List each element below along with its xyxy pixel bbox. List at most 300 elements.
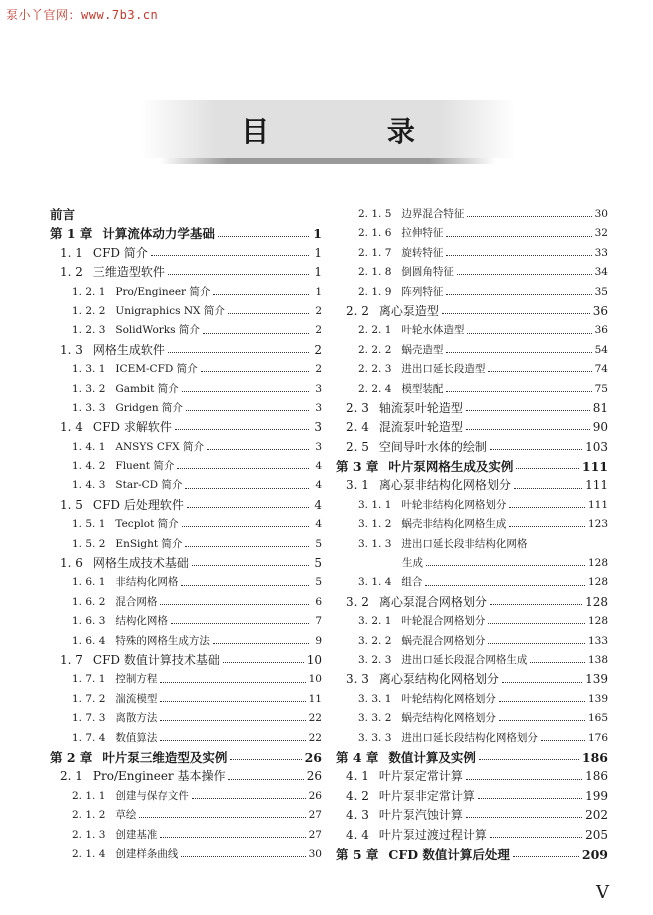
toc-leader-dots [218,236,309,237]
toc-section-entry[interactable] [336,612,608,631]
toc-entry-number: 3. 3. 3 [358,731,392,744]
toc-entry-title: Star-CD 简介 [115,479,183,492]
toc-entry-title: ICEM-CFD 简介 [115,363,198,376]
toc-leader-dots [160,682,305,683]
toc-entry-title: 蜗壳非结构化网格生成 [401,518,507,531]
toc-chapter-entry[interactable] [336,457,608,476]
toc-leader-dots [185,488,309,489]
toc-leader-dots [181,856,305,857]
toc-entry-number: 1. 7 [60,652,83,667]
toc-entry-page: 74 [594,363,608,376]
toc-entry-page: 186 [585,769,608,784]
toc-section-entry[interactable] [336,476,608,495]
toc-entry-page: 2 [314,342,322,357]
toc-entry-page: 26 [304,749,322,765]
toc-entry-page: 133 [587,634,608,647]
toc-entry-page: 3 [314,420,322,435]
toc-entry-page: 123 [587,518,608,531]
toc-entry-title: 离心泵结构化网格划分 [378,672,499,687]
toc-entry-title: 叶片泵非定常计算 [378,788,475,803]
toc-section-entry[interactable] [336,224,608,243]
toc-entry-title: 组合 [401,576,423,589]
toc-entry-title: 进出口延长段混合网格生成 [401,653,528,666]
toc-entry-number: 2. 1. 9 [358,285,392,298]
toc-section-entry[interactable] [336,670,608,689]
toc-entry-title: 空间导叶水体的绘制 [378,439,487,454]
toc-section-entry[interactable] [50,554,322,573]
toc-entry-page: 30 [594,208,608,220]
toc-entry-page: 3 [315,401,322,414]
toc-leader-dots [171,623,309,624]
toc-entry-title: Unigraphics NX 简介 [115,304,225,317]
toc-leader-dots [490,449,582,450]
toc-entry-page: 30 [308,847,322,860]
toc-entry-page: 165 [587,712,608,725]
toc-entry-number: 2. 3 [346,400,369,415]
toc-entry-page: 27 [308,828,322,841]
toc-section-entry[interactable] [50,263,322,282]
toc-entry-page: 128 [587,576,608,589]
toc-leader-dots [160,604,309,605]
toc-leader-dots [182,391,309,392]
toc-entry-number: 2. 2. 1 [358,324,392,337]
toc-entry-page: 75 [594,382,608,395]
toc-entry-title: 叶片泵三维造型及实例 [102,749,228,765]
toc-leader-dots [446,352,591,353]
toc-entry-page: 90 [592,420,608,435]
toc-entry-number: 1. 6. 3 [72,615,106,628]
toc-entry-page: 36 [592,303,608,318]
toc-entry-number: 2. 2. 2 [358,343,392,356]
toc-entry-number: 3. 1. 1 [358,498,392,511]
toc-section-entry[interactable] [50,380,322,399]
toc-chapter-entry[interactable] [50,224,322,243]
toc-leader-dots [466,779,582,780]
toc-entry-page: 11 [308,692,322,705]
page-title: 目 录 [241,115,469,148]
toc-left-column [50,205,322,864]
toc-entry-title: 进出口延长段造型 [401,363,486,376]
toc-section-entry[interactable] [336,302,608,321]
toc-entry-page: 1 [313,226,322,242]
toc-entry-number: 1. 5. 2 [72,537,106,550]
toc-entry-title: 离心泵混合网格划分 [378,594,487,609]
toc-entry-number: 3. 2. 1 [358,615,392,628]
toc-section-entry[interactable] [50,476,322,495]
toc-leader-dots [192,798,306,799]
toc-leader-dots [426,565,585,566]
toc-entry-title: 叶片泵定常计算 [378,769,463,784]
toc-entry-title-continued: 生成 [402,557,423,570]
toc-entry-title: Pro/Engineer 简介 [115,285,211,298]
toc-section-entry[interactable] [336,263,608,282]
toc-section-entry[interactable] [336,205,608,224]
toc-section-entry[interactable] [50,690,322,709]
toc-leader-dots [479,759,579,760]
toc-entry-title: CFD 后处理软件 [92,497,184,512]
toc-entry-page: 209 [581,846,608,862]
toc-entry-number: 3. 1. 3 [358,537,392,550]
toc-entry-number: 1. 7. 1 [72,673,106,686]
toc-entry-title: 进出口延长段结构化网格划分 [401,731,538,744]
toc-section-entry[interactable] [50,321,322,340]
toc-leader-dots [187,507,309,508]
toc-section-entry[interactable] [50,612,322,631]
toc-entry-title: EnSight 简介 [115,537,183,550]
toc-entry-page: 7 [315,615,322,628]
toc-entry-number: 1. 1 [60,245,83,260]
toc-section-entry[interactable] [336,729,608,748]
toc-entry-title: 叶轮混合网格划分 [401,615,486,628]
toc-entry-title: Tecplot 简介 [115,518,179,531]
toc-section-entry[interactable] [336,806,608,825]
toc-section-entry[interactable] [336,709,608,728]
toc-leader-dots [490,837,582,838]
toc-section-entry[interactable] [336,515,608,534]
toc-entry-page: 2 [315,304,322,317]
toc-leader-dots [513,856,579,857]
toc-section-entry[interactable] [336,438,608,457]
toc-section-entry[interactable] [50,632,322,651]
toc-entry-page: 111 [581,459,608,475]
toc-leader-dots [139,817,305,818]
toc-section-entry[interactable] [336,418,608,437]
toc-section-entry[interactable] [50,826,322,845]
toc-entry-page: 202 [585,808,608,823]
toc-entry-page: 176 [587,731,608,744]
toc-entry-page: 186 [581,749,608,765]
toc-entry-number: 2. 1. 1 [72,789,106,802]
toc-section-entry[interactable] [50,515,322,534]
toc-leader-dots [530,662,585,663]
toc-entry-page: 4 [315,460,322,473]
toc-entry-number: 3. 3. 2 [358,712,392,725]
toc-section-entry[interactable] [50,496,322,515]
toc-leader-dots [185,546,309,547]
toc-entry-number: 3. 1 [346,478,369,493]
toc-entry-number: 1. 4. 1 [72,440,106,453]
toc-leader-dots [457,274,592,275]
toc-entry-page: 33 [594,246,608,259]
toc-section-entry[interactable] [50,535,322,554]
toc-leader-dots [446,255,591,256]
toc-entry-number: 1. 4. 3 [72,479,106,492]
toc-leader-dots [446,294,591,295]
toc-entry-page: 139 [587,692,608,705]
toc-leader-dots [192,565,309,566]
toc-section-entry[interactable] [336,399,608,418]
toc-entry-page: 81 [592,400,608,415]
toc-leader-dots [509,507,585,508]
toc-entry-number: 2. 1. 5 [358,208,392,220]
toc-entry-title: 混合网格 [115,595,158,608]
toc-section-entry[interactable] [336,535,608,554]
toc-entry-title: 倒圆角特征 [401,266,454,279]
toc-leader-dots [160,701,305,702]
toc-leader-dots [425,585,585,586]
toc-entry-page: 10 [306,652,322,667]
toc-leader-dots [160,740,305,741]
toc-section-entry[interactable] [336,496,608,515]
toc-leader-dots [514,488,582,489]
toc-leader-dots [467,333,591,334]
toc-entry-number: 2. 1. 2 [72,809,106,822]
toc-section-entry[interactable] [336,787,608,806]
toc-leader-dots [499,701,585,702]
toc-entry-number: 1. 6. 2 [72,595,106,608]
page-number: V [596,882,609,903]
toc-section-entry[interactable] [336,826,608,845]
toc-entry-number: 1. 7. 3 [72,712,106,725]
toc-entry-number: 第 5 章 [336,846,379,862]
toc-leader-dots [228,779,303,780]
toc-section-entry[interactable] [50,709,322,728]
toc-section-entry[interactable] [50,418,322,437]
toc-entry-page: 5 [315,537,322,550]
toc-entry-title: 离散方法 [115,712,158,725]
toc-entry-title: 数值计算及实例 [388,749,476,765]
toc-leader-dots [466,429,590,430]
toc-entry-number: 2. 1. 7 [358,246,392,259]
toc-leader-dots [168,352,309,353]
toc-leader-dots [175,429,309,430]
toc-entry-continuation [336,554,608,573]
toc-section-entry[interactable] [50,573,322,592]
toc-section-entry[interactable] [50,651,322,670]
toc-entry-number: 1. 6. 1 [72,576,106,589]
toc-section-entry[interactable] [50,360,322,379]
toc-entry-page: 5 [315,576,322,589]
toc-leader-dots [502,682,582,683]
toc-leader-dots [223,662,304,663]
toc-entry-title: Fluent 简介 [115,460,175,473]
toc-chapter-entry[interactable] [50,205,322,224]
toc-entry-number: 第 2 章 [50,749,93,765]
toc-section-entry[interactable] [336,244,608,263]
toc-entry-title: 数值算法 [115,731,158,744]
toc-entry-title: 进出口延长段非结构化网格 [401,537,528,550]
toc-entry-page: 2 [315,324,322,337]
toc-entry-title: 蜗壳混合网格划分 [401,634,486,647]
toc-entry-number: 2. 5 [346,439,369,454]
toc-entry-number: 第 3 章 [336,459,379,475]
toc-entry-title: 蜗壳造型 [401,343,444,356]
toc-section-entry[interactable] [50,787,322,806]
toc-section-entry[interactable] [50,302,322,321]
toc-section-entry[interactable] [336,321,608,340]
toc-entry-title: 阵列特征 [401,285,444,298]
toc-entry-title: 特殊的网格生成方法 [115,634,210,647]
toc-leader-dots [213,294,309,295]
title-banner-shadow [160,158,496,164]
toc-entry-page: 128 [585,594,608,609]
toc-entry-number: 2. 2 [346,303,369,318]
toc-entry-title: 旋转特征 [401,246,444,259]
toc-entry-title: CFD 数值计算技术基础 [92,652,220,667]
toc-entry-title: 三维造型软件 [92,265,165,280]
toc-entry-number: 1. 2 [60,265,83,280]
toc-leader-dots [509,526,585,527]
toc-section-entry[interactable] [50,767,322,786]
toc-entry-page: 111 [585,478,608,493]
toc-entry-number: 2. 1 [60,769,83,784]
toc-leader-dots [203,333,309,334]
toc-entry-title: 湍流模型 [115,692,158,705]
toc-section-entry[interactable] [50,845,322,864]
toc-entry-number: 2. 1. 6 [358,227,392,240]
toc-entry-page: 10 [308,673,322,686]
toc-entry-title: Gridgen 简介 [115,401,183,414]
toc-entry-title: SolidWorks 简介 [115,324,200,337]
toc-entry-number: 1. 3. 2 [72,382,106,395]
toc-entry-page: 111 [587,498,608,511]
toc-leader-dots [442,313,590,314]
toc-entry-page: 3 [315,382,322,395]
toc-leader-dots [467,216,591,217]
toc-entry-number: 2. 4 [346,420,369,435]
toc-entry-page: 54 [594,343,608,356]
toc-entry-number: 2. 2. 3 [358,363,392,376]
toc-entry-number: 1. 3 [60,342,83,357]
toc-leader-dots [488,371,591,372]
toc-entry-number: 3. 3. 1 [358,692,392,705]
toc-entry-number: 1. 3. 1 [72,363,106,376]
toc-entry-number: 3. 1. 4 [358,576,392,589]
toc-entry-title: 创建样条曲线 [115,847,179,860]
toc-section-entry[interactable] [336,360,608,379]
toc-chapter-entry[interactable] [50,748,322,767]
toc-entry-page: 27 [308,809,322,822]
toc-section-entry[interactable] [50,341,322,360]
toc-section-entry[interactable] [336,767,608,786]
toc-entry-title: 叶片泵网格生成及实例 [388,459,514,475]
toc-entry-title: 网格生成软件 [92,342,165,357]
toc-entry-page: 22 [308,712,322,725]
toc-chapter-entry[interactable] [336,845,608,864]
toc-entry-title: 叶轮结构化网格划分 [401,692,496,705]
toc-chapter-entry[interactable] [336,748,608,767]
toc-entry-title: 混流泵叶轮造型 [378,420,463,435]
toc-leader-dots [488,643,585,644]
toc-entry-number: 第 1 章 [50,226,93,242]
toc-entry-page: 128 [587,615,608,628]
toc-entry-title: 叶轮非结构化网格划分 [401,498,507,511]
toc-leader-dots [446,391,591,392]
toc-leader-dots [168,274,309,275]
toc-entry-title: Gambit 简介 [115,382,179,395]
toc-entry-number: 1. 2. 2 [72,304,106,317]
toc-leader-dots [213,643,309,644]
toc-entry-title: 非结构化网格 [115,576,179,589]
toc-section-entry[interactable] [50,593,322,612]
toc-entry-number: 1. 6 [60,556,83,571]
toc-entry-number: 3. 2. 3 [358,653,392,666]
toc-entry-page: 35 [594,285,608,298]
toc-section-entry[interactable] [336,341,608,360]
toc-entry-title: 创建与保存文件 [115,789,189,802]
toc-entry-title: ANSYS CFX 简介 [115,440,204,453]
toc-leader-dots [490,604,582,605]
toc-entry-number: 1. 2. 1 [72,285,106,298]
toc-leader-dots [186,410,309,411]
toc-entry-number: 第 4 章 [336,749,379,765]
toc-entry-page: 199 [585,788,608,803]
toc-section-entry[interactable] [336,380,608,399]
toc-leader-dots [207,449,309,450]
toc-entry-page: 1 [314,265,322,280]
toc-section-entry[interactable] [336,283,608,302]
toc-entry-title: 网格生成技术基础 [92,556,189,571]
toc-entry-number: 1. 2. 3 [72,324,106,337]
toc-section-entry[interactable] [50,244,322,263]
toc-entry-title: 离心泵造型 [378,303,439,318]
toc-entry-page: 2 [315,363,322,376]
toc-entry-title: CFD 简介 [92,245,148,260]
toc-leader-dots [230,759,301,760]
toc-entry-page: 32 [594,227,608,240]
toc-entry-page: 26 [308,789,322,802]
toc-entry-title: 拉伸特征 [401,227,444,240]
toc-entry-number: 4. 1 [346,769,369,784]
toc-entry-title: 创建基准 [115,828,158,841]
toc-leader-dots [160,837,305,838]
toc-entry-page: 3 [315,440,322,453]
toc-entry-title: CFD 数值计算后处理 [388,846,510,862]
toc-entry-page: 9 [315,634,322,647]
toc-section-entry[interactable] [50,283,322,302]
toc-entry-title: 叶片泵汽蚀计算 [378,808,463,823]
toc-leader-dots [541,740,585,741]
toc-entry-title: 计算流体动力学基础 [102,226,215,242]
toc-leader-dots [466,410,590,411]
toc-leader-dots [228,313,309,314]
toc-leader-dots [466,817,582,818]
toc-entry-page: 6 [315,595,322,608]
toc-section-entry[interactable] [336,651,608,670]
toc-entry-number: 3. 1. 2 [358,518,392,531]
toc-section-entry[interactable] [50,438,322,457]
toc-section-entry[interactable] [50,729,322,748]
toc-leader-dots [160,720,305,721]
toc-entry-title: 边界混合特征 [401,208,465,220]
toc-entry-number: 3. 3 [346,672,369,687]
toc-entry-page: 5 [314,556,322,571]
toc-entry-title: 模型装配 [401,382,444,395]
toc-entry-page: 26 [306,769,322,784]
toc-entry-title: 轴流泵叶轮造型 [378,400,463,415]
toc-entry-page: 1 [314,245,322,260]
toc-entry-number: 1. 5 [60,497,83,512]
toc-leader-dots [499,720,585,721]
toc-section-entry[interactable] [336,690,608,709]
toc-entry-number: 1. 5. 1 [72,518,106,531]
toc-leader-dots [201,371,309,372]
toc-right-column [336,205,608,864]
toc-entry-page: 205 [585,827,608,842]
toc-section-entry[interactable] [50,806,322,825]
watermark-text: 泵小丫官网：www.7b3.cn [6,8,159,22]
toc-section-entry[interactable] [336,632,608,651]
toc-entry-page: 128 [587,557,608,570]
toc-section-entry[interactable] [50,457,322,476]
toc-section-entry[interactable] [50,670,322,689]
toc-entry-number: 4. 4 [346,827,369,842]
toc-section-entry[interactable] [50,399,322,418]
toc-section-entry[interactable] [336,573,608,592]
toc-entry-number: 1. 6. 4 [72,634,106,647]
toc-section-entry[interactable] [336,593,608,612]
toc-entry-number: 1. 4 [60,420,83,435]
